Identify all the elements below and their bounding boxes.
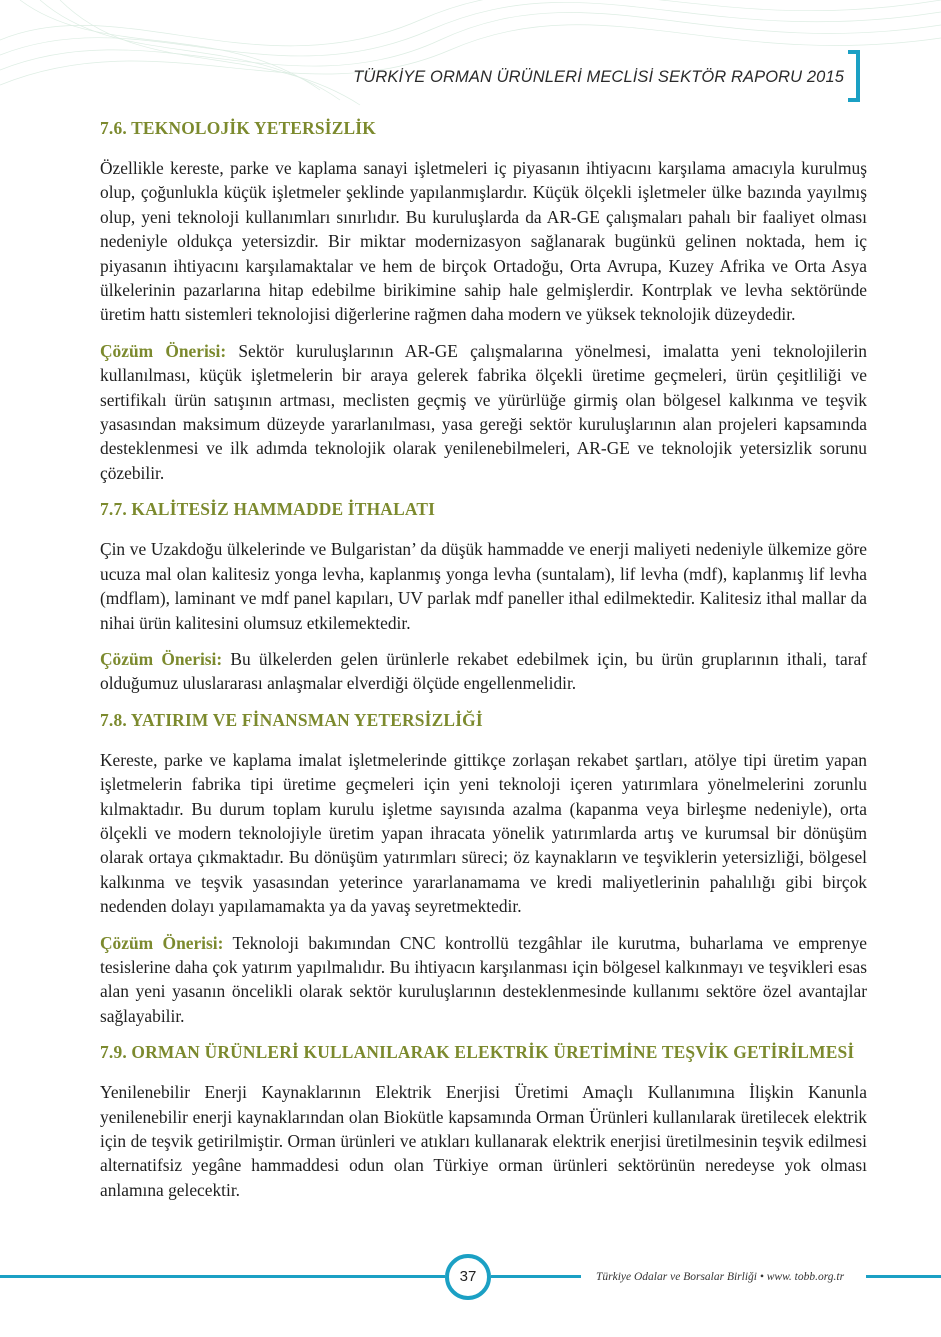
section-paragraph: Özellikle kereste, parke ve kaplama sanayi işletmeleri iç piyasanın ihtiyacını karşılama amacıyla kurulmuş olup, çoğunlukla küçük işletmeler şeklinde yapılanmışlardır. Küçük ölçekli işletmeler ülke bazında yayılmış olup, yeni teknoloji kullanımları sınırlıdır. Bu kuruluşlarda da AR-GE çalışmaları pahalı bir faaliyet olması nedeniyle oldukça yetersizdir. Bir miktar modernizasyon sağlanarak bugünkü gelinen noktada, hem iç piyasanın ihtiyacını karşılamaktalar ve hem de birçok Ortadoğu, Orta Avrupa, Kuzey Afrika ve Orta Asya ülkelerinin pazarlarına hitap edebilme birikimine sahip hale gelmişlerdir. Kontrplak ve levha sektöründe üretim hattı sistemleri teknolojisi diğerlerine rağmen daha modern ve yüksek teknolojik düzeydedir. xyxy=(100,158,867,325)
section-paragraph: Kereste, parke ve kaplama imalat işletmelerinde gittikçe zorlaşan rekabet şartları, atölye tipi üretim yapan işletmelerin fabrika tipi üretime geçmeleri için yeni teknoloji içeren yatırımlara yönelmelerini zorunlu kılmaktadır. Bu durum toplam kurulu işletme sayısında azalma (kapanma veya birleşme nedeniyle), orta ölçekli ve modern teknolojiyle üretim yapan ihracata yönelik yatırımlarda artış ve kurumsal bir dönüşüm olarak ortaya çıkmaktadır. Bu dönüşüm yatırımları süreci; öz kaynakların ve teşviklerin yetersizliği, bölgesel kalkınma ve teşvik yasasından yeterince yararlanamama ve kredi maliyetlerinin pahalılığı gibi birçok nedenden dolayı yapılamamakta ya da yavaş seyretmektedir. xyxy=(100,749,867,917)
solution-text: Bu ülkelerden gelen ürünlerle rekabet edebilmek için, bu ürün gruplarının ithali, taraf olduğumuz uluslararası anlaşmalar elverdiği ölçüde engellenmelidir. xyxy=(100,648,868,694)
footer-rule-left xyxy=(0,1275,445,1278)
solution-paragraph xyxy=(100,339,867,485)
section-heading: 7.8. YATIRIM VE FİNANSMAN YETERSİZLİĞİ xyxy=(100,709,483,730)
solution-label: Çözüm Önerisi: xyxy=(100,648,223,669)
solution-text: Teknoloji bakımından CNC kontrollü tezgâhlar ile kurutma, buharlama ve emprenye tesislerine daha çok yatırım yapılmalıdır. Bu ihtiyacın karşılanması için bölgesel kalkınmayı ve teşvikleri esas alan yeni yasanın öncelikli olarak sektör kuruluşlarının desteklenmesinde kullanımı sektöre özel avantajlar sağlayabilir. xyxy=(100,932,867,1026)
section-heading: 7.7. KALİTESİZ HAMMADDE İTHALATI xyxy=(100,499,436,520)
solution-text: Sektör kuruluşlarının AR-GE çalışmalarına yönelmesi, imalatta yeni teknolojilerin kullanılması, küçük işletmelerin bir araya gelerek fabrika ölçekli üretime geçmeleri, ürün çeşitliliği ve sertifikalı ürün satışının artması, meclisten geçmiş ve yürürlüğe girmiş olan bölgesel kalkınma ve teşvik yasasından maksimum düzeyde yararlanılması, yasa gereği sektör kuruluşlarının alan projeleri kapsamında desteklenmesi ve ilk adımda teknolojik olarak yenilenebilmeleri, AR-GE ve teknolojik yetersizlik sorunu çözebilir. xyxy=(100,340,867,483)
section-heading: 7.6. TEKNOLOJİK YETERSİZLİK xyxy=(100,118,376,138)
page-number: 37 xyxy=(445,1254,491,1300)
footer-rule-middle xyxy=(491,1275,581,1278)
solution-label: Çözüm Önerisi: xyxy=(100,340,227,361)
section-heading: 7.9. ORMAN ÜRÜNLERİ KULLANILARAK ELEKTRİK ÜRETİMİNE TEŞVİK GETİRİLMESİ xyxy=(100,1042,855,1063)
section-paragraph: Çin ve Uzakdoğu ülkelerinde ve Bulgaristan’ da düşük hammadde ve enerji maliyeti nedeniyle ülkemize göre ucuza mal olan kalitesiz yonga levha, kaplanmış yonga levha (suntalam), lif levha (mdf), kaplanmış lif levha (mdflam), laminant ve mdf panel kapıları, UV parlak mdf paneller ithal edilmektedir. Kalitesiz ithal mallar da nihai ürün kalitesini olumsuz etkilemektedir. xyxy=(100,539,867,633)
section-paragraph: Yenilenebilir Enerji Kaynaklarının Elektrik Enerjisi Üretimi Amaçlı Kullanımına İlişkin Kanunla yenilenebilir enerji kaynaklarından olan Biokütle kapsamında Orman Ürünleri kullanılarak üretilecek elektrik için de teşvik getirilmiştir. Orman ürünleri ve atıkları kullanarak elektrik enerjisi üretilmesinin teşvik edilmesi alternatifsiz yegâne hammaddesi odun olan Türkiye orman ürünleri sektörünün neredeyse yok olması anlamına gelecektir. xyxy=(100,1082,867,1200)
footer-rule-right xyxy=(866,1275,941,1278)
footer-organization-text: Türkiye Odalar ve Borsalar Birliği • www. tobb.org.tr xyxy=(596,1271,845,1283)
report-header-title: TÜRKİYE ORMAN ÜRÜNLERİ MECLİSİ SEKTÖR RAPORU 2015 xyxy=(353,68,844,86)
solution-paragraph xyxy=(100,931,867,1029)
header-bracket-decoration xyxy=(848,50,860,102)
solution-paragraph xyxy=(100,647,867,696)
page-content xyxy=(100,116,867,1214)
solution-label: Çözüm Önerisi: xyxy=(100,932,224,953)
